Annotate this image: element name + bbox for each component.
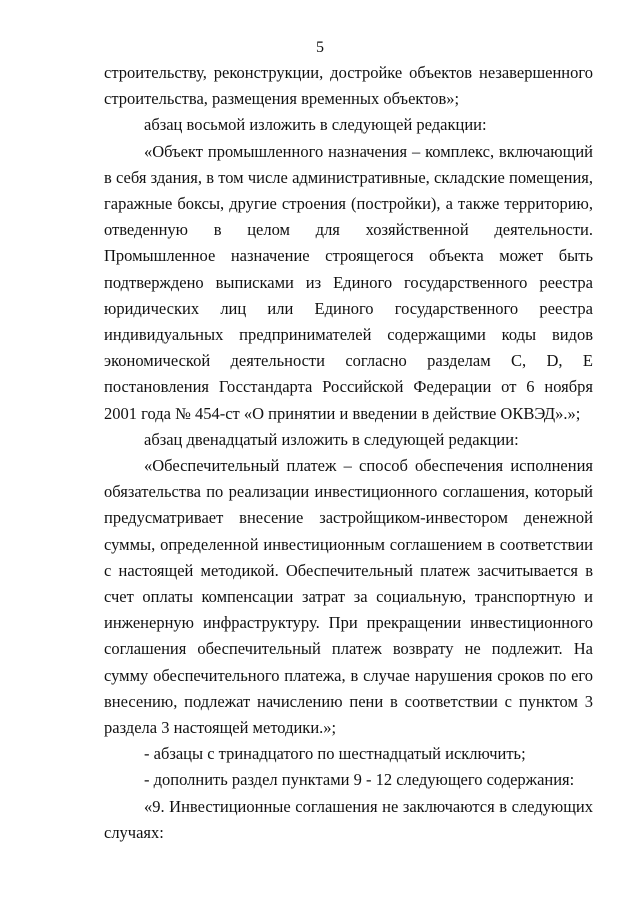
paragraph-amendment-12: абзац двенадцатый изложить в следующей редакции:: [144, 429, 519, 449]
page-number: 5: [316, 39, 324, 56]
paragraph-industrial-object-definition: «Объект промышленного назначения – комплекс, включающий в себя здания, в том числе административные, складские помещения, гаражные боксы, другие строения (постройки), а также территорию, отведенную в целом для хозяйственной деятельности. Промышленное назначение строящегося объекта может быть подтверждено выписками из Единого государственного реестра юридических лиц или Единого государственного реестра индивидуальных предпринимателей содержащими коды видов экономической деятельности согласно разделам C, D, E постановления Госстандарта Российской Федерации от 6 ноября 2001 года № 454-ст «О принятии и введении в действие ОКВЭД».»;: [104, 141, 593, 423]
paragraph-continuation: строительству, реконструкции, достройке объектов незавершенного строительства, размещения временных объектов»;: [104, 63, 593, 109]
paragraph-exclude-13-16: - абзацы с тринадцатого по шестнадцатый исключить;: [144, 744, 526, 764]
paragraph-security-payment-definition: «Обеспечительный платеж – способ обеспечения исполнения обязательства по реализации инвестиционного соглашения, который предусматривает внесение застройщиком-инвестором денежной суммы, определенной инвестиционным соглашением в соответствии с настоящей методикой. Обеспечительный платеж засчитывается в счет оплаты компенсации затрат за социальную, транспортную и инженерную инфраструктуру. При прекращении инвестиционного соглашения обеспечительный платеж возврату не подлежит. На сумму обеспечительного платежа, в случае нарушения сроков по его внесению, подлежат начислению пени в соответствии с пунктом 3 раздела 3 настоящей методики.»;: [104, 456, 593, 738]
document-body: [104, 60, 593, 846]
paragraph-item-9: «9. Инвестиционные соглашения не заключаются в следующих случаях:: [104, 796, 593, 842]
paragraph-add-items-9-12: - дополнить раздел пунктами 9 - 12 следующего содержания:: [144, 770, 575, 790]
paragraph-amendment-8: абзац восьмой изложить в следующей редакции:: [144, 115, 487, 135]
